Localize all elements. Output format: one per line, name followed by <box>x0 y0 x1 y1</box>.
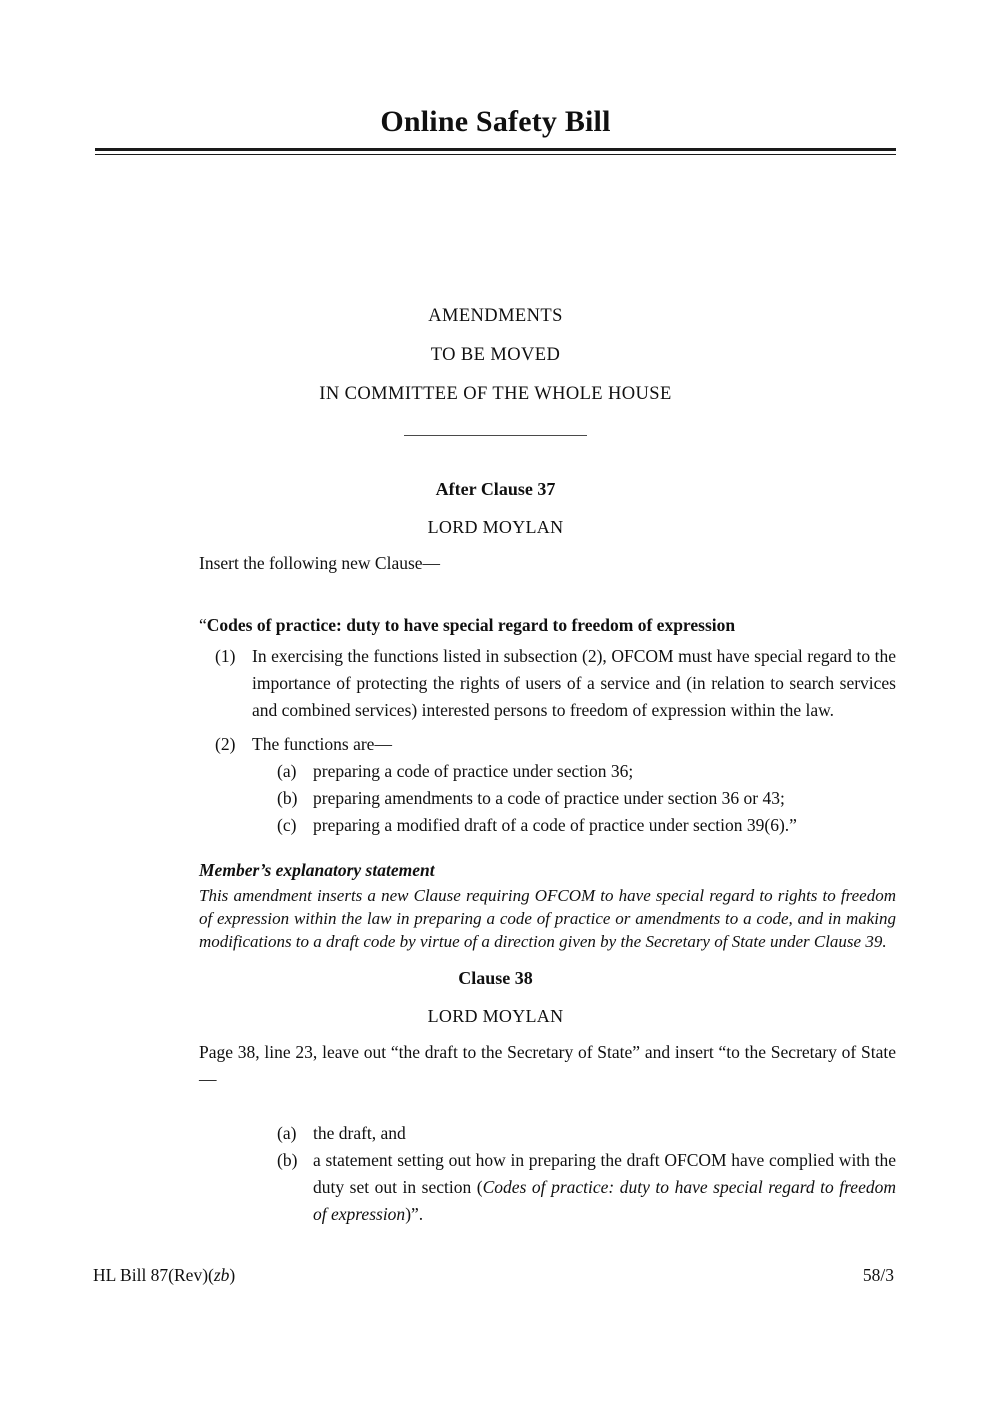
item-a-text: the draft, and <box>313 1123 406 1143</box>
new-clause-title <box>199 614 896 636</box>
item-a-text: preparing a code of practice under section 36; <box>313 761 634 781</box>
footer-bill-number <box>93 1264 235 1286</box>
footer-bill-number-part2: ) <box>229 1265 236 1285</box>
list-item-a <box>277 1120 896 1147</box>
list-item-b <box>277 1147 896 1228</box>
page-footer <box>93 1264 894 1286</box>
item-b-italic-reference: Codes of practice: duty to have special regard to freedom of expression <box>313 1177 896 1224</box>
item-a-label: (a) <box>277 761 297 781</box>
explanatory-heading: Member’s explanatory statement <box>199 860 435 880</box>
item-b-text <box>313 1147 896 1228</box>
item-b-text-before: a statement setting out how in preparing the draft OFCOM have complied with the duty set out in section ( <box>313 1150 896 1197</box>
amendment1-items <box>277 758 896 839</box>
amendment1-heading: After Clause 37 <box>435 479 556 499</box>
subsection-2-text: The functions are— <box>252 734 392 754</box>
section-divider <box>404 435 587 436</box>
item-c-text: preparing a modified draft of a code of practice under section 39(6).” <box>313 815 797 835</box>
explanatory-text: This amendment inserts a new Clause requiring OFCOM to have special regard to rights to freedom of expression within the law in preparing a code of practice or amendments to a code, and in making modifications to a draft code by virtue of a direction given by the Secretary of State under Clause 39. <box>199 886 896 951</box>
front-heading-block <box>95 305 896 405</box>
list-item-c <box>277 812 896 839</box>
committee-line: IN COMMITTEE OF THE WHOLE HOUSE <box>319 384 672 404</box>
footer-bill-number-part1: HL Bill 87(Rev)( <box>93 1265 214 1285</box>
amendments-line: AMENDMENTS <box>428 306 563 326</box>
amendment1-instruction: Insert the following new Clause— <box>199 553 441 573</box>
bill-title: Online Safety Bill <box>380 105 611 138</box>
amendment2-instruction: Page 38, line 23, leave out “the draft to the Secretary of State” and insert “to the Secretary of State— <box>199 1042 896 1089</box>
footer-amendment-number: 58/3 <box>862 1265 894 1285</box>
new-clause-title-text: Codes of practice: duty to have special regard to freedom of expression <box>206 615 736 635</box>
item-b-text-after: )”. <box>405 1204 424 1224</box>
amendment2-mover: LORD MOYLAN <box>427 1006 564 1026</box>
item-b-label: (b) <box>277 1150 298 1170</box>
item-b-text: preparing amendments to a code of practice under section 36 or 43; <box>313 788 785 808</box>
amendment2-items <box>277 1120 896 1228</box>
subsection-2-number: (2) <box>215 734 236 754</box>
open-quote: “ <box>199 615 207 635</box>
list-item-a <box>277 758 896 785</box>
amendment1-mover: LORD MOYLAN <box>427 517 564 537</box>
title-rule <box>95 148 896 155</box>
amendment2-body <box>199 1039 896 1228</box>
amendment2-heading: Clause 38 <box>458 968 533 988</box>
item-b-label: (b) <box>277 788 298 808</box>
footer-bill-number-italic: zb <box>213 1265 230 1285</box>
subsection-1-number: (1) <box>215 646 236 666</box>
item-c-label: (c) <box>277 815 297 835</box>
to-be-moved-line: TO BE MOVED <box>430 345 561 365</box>
amendment1-body <box>199 550 896 953</box>
subsection-2 <box>199 731 896 758</box>
explanatory-statement <box>199 859 896 953</box>
subsection-1-text: In exercising the functions listed in subsection (2), OFCOM must have special regard to the importance of protecting the rights of users of a service and (in relation to search services and combined services) interested persons to freedom of expression within the law. <box>252 646 896 720</box>
item-a-label: (a) <box>277 1123 297 1143</box>
subsection-1 <box>199 643 896 724</box>
list-item-b <box>277 785 896 812</box>
